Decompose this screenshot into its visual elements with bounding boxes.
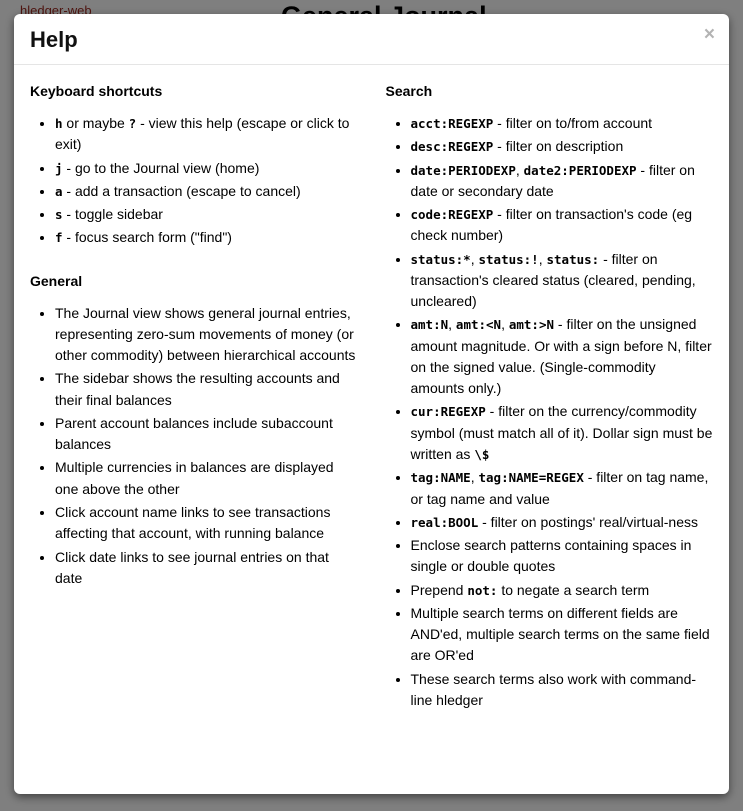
list-item <box>55 368 358 411</box>
list-item <box>411 136 714 157</box>
code-span: s <box>55 207 63 223</box>
section-list <box>386 113 714 711</box>
text-span: Prepend <box>410 581 468 598</box>
text-span: Enclose search patterns containing spaces in single or double quotes <box>410 537 692 575</box>
text-span: - filter on description <box>493 138 624 155</box>
text-span: - toggle sidebar <box>62 206 163 223</box>
code-span: status:* <box>410 251 471 267</box>
text-span: or maybe <box>62 115 129 131</box>
text-span: - go to the Journal view (home) <box>62 159 260 176</box>
code-span: f <box>55 230 63 246</box>
list-item <box>55 227 358 248</box>
code-span: tag:NAME <box>410 470 471 486</box>
list-item <box>55 181 358 202</box>
code-span: a <box>55 183 63 199</box>
code-span: date:PERIODEXP <box>410 162 516 178</box>
text-span: - filter on postings' real/virtual-ness <box>478 513 698 530</box>
help-modal <box>14 14 729 794</box>
list-item <box>411 249 714 313</box>
text-span: These search terms also work with command-line hledger <box>410 670 697 708</box>
code-span: date2:PERIODEXP <box>523 162 637 178</box>
text-span: - view this help (escape or click to exit) <box>55 115 350 153</box>
code-span: amt:N <box>410 317 449 333</box>
list-item <box>411 603 714 667</box>
list-item <box>55 158 358 179</box>
code-span: code:REGEXP <box>410 207 494 223</box>
code-span: j <box>55 160 63 176</box>
modal-header <box>14 14 729 65</box>
list-item <box>55 547 358 590</box>
text-span: - filter on the currency/commodity symbol (must match all of it). Dollar sign must be written as <box>410 403 713 462</box>
help-column-left <box>30 81 358 784</box>
list-item <box>411 204 714 247</box>
list-item <box>411 160 714 203</box>
list-item <box>411 669 714 712</box>
code-span: desc:REGEXP <box>410 139 494 155</box>
list-item <box>411 314 714 399</box>
list-item <box>411 512 714 533</box>
code-span: status: <box>546 251 600 267</box>
modal-body <box>14 65 729 794</box>
list-item <box>55 303 358 367</box>
list-item <box>411 467 714 510</box>
code-span: \$ <box>474 446 490 462</box>
text-span: Parent account balances include subaccount balances <box>55 414 333 453</box>
list-item <box>55 502 358 545</box>
section-heading: Keyboard shortcuts <box>30 83 163 99</box>
code-span: amt:<N <box>455 317 502 333</box>
code-span: not: <box>467 582 498 598</box>
text-span: Click account name links to see transactions affecting that account, with running balance <box>55 503 331 542</box>
list-item <box>55 457 358 500</box>
text-span: The sidebar shows the resulting accounts and their final balances <box>55 370 340 408</box>
text-span: Click date links to see journal entries on that date <box>55 548 329 586</box>
text-span: - filter on transaction's cleared status (cleared, pending, uncleared) <box>410 250 696 310</box>
text-span: - filter on date or secondary date <box>410 161 695 199</box>
close-icon[interactable]: × <box>703 24 715 45</box>
code-span: status:! <box>478 251 539 267</box>
list-item <box>411 535 714 578</box>
code-span: real:BOOL <box>410 514 479 530</box>
section-list <box>30 303 358 589</box>
text-span: - filter on to/from account <box>493 115 653 131</box>
code-span: ? <box>128 116 137 131</box>
text-span: , <box>515 161 524 178</box>
list-item <box>411 401 714 465</box>
text-span: - add a transaction (escape to cancel) <box>62 182 301 199</box>
text-span: - filter on transaction's code (eg check number) <box>410 206 693 244</box>
modal-title: Help <box>30 27 78 52</box>
section-list <box>30 113 358 249</box>
text-span: Multiple currencies in balances are displayed one above the other <box>55 459 334 497</box>
list-item <box>411 113 714 134</box>
text-span: - filter on the unsigned amount magnitude. Or with a sign before N, filter on the signed value. (Single-commodity amounts only.) <box>410 316 712 397</box>
code-span: tag:NAME=REGEX <box>478 470 584 486</box>
code-span: acct:REGEXP <box>410 116 494 131</box>
text-span: , <box>538 250 547 267</box>
list-item <box>411 580 714 601</box>
section-heading: Search <box>385 83 433 99</box>
text-span: , <box>470 250 479 267</box>
text-span: , <box>501 316 509 333</box>
text-span: to negate a search term <box>497 581 650 598</box>
text-span: The Journal view shows general journal entries, representing zero-sum movements of money (or other commodity) between hierarchical accounts <box>55 304 356 364</box>
text-span: Multiple search terms on different fields are AND'ed, multiple search terms on the same field are OR'ed <box>410 604 710 664</box>
list-item <box>55 413 358 456</box>
code-span: amt:>N <box>508 317 555 333</box>
list-item <box>55 204 358 225</box>
list-item <box>55 113 358 156</box>
text-span: - filter on tag name, or tag name and value <box>410 469 709 507</box>
text-span: - focus search form ("find") <box>62 229 232 246</box>
code-span: h <box>55 116 63 131</box>
code-span: cur:REGEXP <box>410 404 486 420</box>
text-span: , <box>448 316 456 333</box>
section-heading: General <box>30 272 83 289</box>
help-column-right <box>386 81 714 784</box>
text-span: , <box>470 469 479 486</box>
